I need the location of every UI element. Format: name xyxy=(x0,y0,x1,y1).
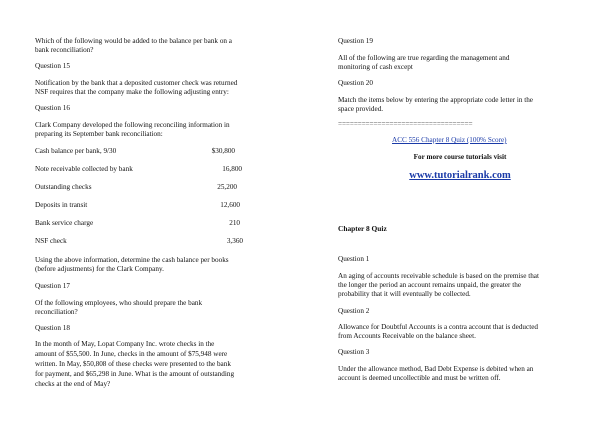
item-label: Deposits in transit xyxy=(35,201,88,209)
item-amount: 3,360 xyxy=(226,237,243,245)
question-2-label: Question 2 xyxy=(338,307,370,315)
tutorials-text: For more course tutorials visit xyxy=(413,153,507,161)
question-15-label: Question 15 xyxy=(35,62,70,70)
question-19-text: All of the following are true regarding the management and xyxy=(338,54,510,62)
question-3-text: account is deemed uncollectible and must be written off. xyxy=(338,374,501,382)
question-16-followup: Using the above information, determine the cash balance per books xyxy=(35,256,229,264)
separator-line: ================================== xyxy=(338,120,473,128)
question-17-label: Question 17 xyxy=(35,282,70,290)
quiz-link[interactable]: ACC 556 Chapter 8 Quiz (100% Score) xyxy=(392,136,507,144)
item-amount: 210 xyxy=(229,219,240,227)
question-15-text: Notification by the bank that a deposited customer check was returned xyxy=(35,79,238,87)
question-1-text: An aging of accounts receivable schedule is based on the premise that xyxy=(338,272,539,280)
chapter-heading: Chapter 8 Quiz xyxy=(338,224,387,233)
question-2-text: from Accounts Receivable on the balance sheet. xyxy=(338,332,476,340)
question-15-text: NSF requires that the company make the following adjusting entry: xyxy=(35,88,229,96)
item-label: Cash balance per bank, 9/30 xyxy=(35,147,117,155)
item-amount: 25,200 xyxy=(217,183,237,191)
question-18-text: In the month of May, Lopat Company Inc. wrote checks in the xyxy=(35,340,215,348)
item-amount: $30,800 xyxy=(211,147,235,155)
site-link[interactable]: www.tutorialrank.com xyxy=(409,170,511,181)
item-amount: 12,600 xyxy=(220,201,240,209)
question-18-text: amount of $55,500. In June, checks in the amount of $75,948 were xyxy=(35,350,228,358)
question-1-text: probability that it will eventually be collected. xyxy=(338,290,471,298)
question-16-followup: (before adjustments) for the Clark Company. xyxy=(35,265,164,273)
question-18-label: Question 18 xyxy=(35,324,70,332)
question-19-text: monitoring of cash except xyxy=(338,63,413,71)
item-label: Bank service charge xyxy=(35,219,94,227)
item-label: NSF check xyxy=(35,237,67,245)
question-16-text: Clark Company developed the following reconciling information in xyxy=(35,121,230,129)
question-20-text: Match the items below by entering the appropriate code letter in the xyxy=(338,96,533,104)
item-amount: 16,800 xyxy=(222,165,242,173)
question-18-text: written. In May, $50,808 of these checks were presented to the bank xyxy=(35,360,231,368)
question-16-text: preparing its September bank reconciliation: xyxy=(35,130,163,138)
question-1-label: Question 1 xyxy=(338,255,370,263)
question-2-text: Allowance for Doubtful Accounts is a contra account that is deducted xyxy=(338,323,538,331)
question-17-text: reconciliation? xyxy=(35,308,78,316)
item-label: Note receivable collected by bank xyxy=(35,165,133,173)
question-3-text: Under the allowance method, Bad Debt Expense is debited when an xyxy=(338,365,534,373)
item-label: Outstanding checks xyxy=(35,183,92,191)
question-text: bank reconciliation? xyxy=(35,46,94,54)
question-19-label: Question 19 xyxy=(338,37,373,45)
question-20-text: space provided. xyxy=(338,105,384,113)
question-text: Which of the following would be added to the balance per bank on a xyxy=(35,37,232,45)
question-17-text: Of the following employees, who should prepare the bank xyxy=(35,299,203,307)
question-18-text: for payment, and $65,298 in June. What is the amount of outstanding xyxy=(35,370,235,378)
question-20-label: Question 20 xyxy=(338,79,373,87)
question-18-text: checks at the end of May? xyxy=(35,380,111,388)
question-3-label: Question 3 xyxy=(338,348,370,356)
question-16-label: Question 16 xyxy=(35,104,70,112)
question-1-text: the longer the period an account remains unpaid, the greater the xyxy=(338,281,522,289)
